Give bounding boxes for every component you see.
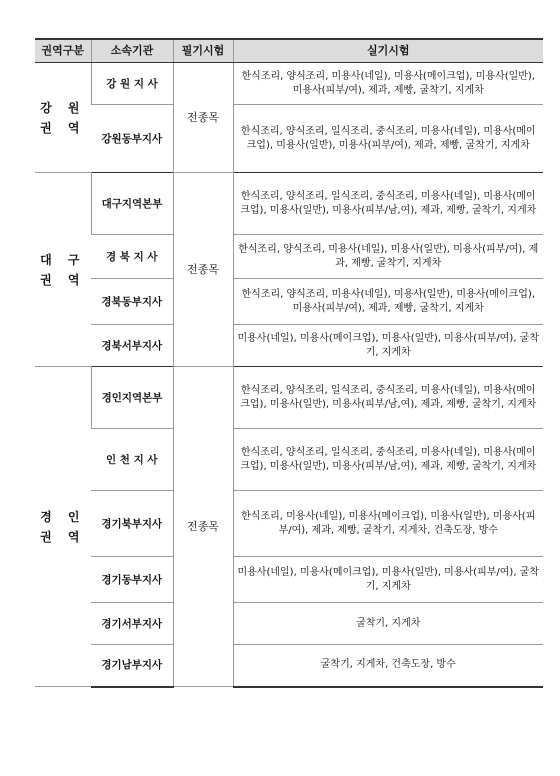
header-row <box>35 39 543 63</box>
org-cell: 경인지역본부 <box>91 367 173 429</box>
region-gangwon: 강 원 권 역 <box>35 63 91 173</box>
practical-cell: 한식조리, 양식조리, 미용사(네일), 미용사(일반), 미용사(피부/여), 제과, 제빵, 굴착기, 지게차 <box>233 235 543 279</box>
header-region: 권역구분 <box>35 39 91 63</box>
table-row <box>35 429 543 491</box>
region-daegu: 대 구 권 역 <box>35 173 91 367</box>
region-gyeongin: 경 인 권 역 <box>35 367 91 687</box>
table-row <box>35 173 543 235</box>
table-row <box>35 105 543 173</box>
org-cell: 경기북부지사 <box>91 491 173 557</box>
practical-cell: 굴착기, 지게차 <box>233 603 543 645</box>
exam-schedule-table <box>35 38 543 688</box>
org-cell: 대구지역본부 <box>91 173 173 235</box>
org-cell: 경북서부지사 <box>91 325 173 367</box>
practical-cell: 한식조리, 양식조리, 일식조리, 중식조리, 미용사(네일), 미용사(메이크업), 미용사(일반), 미용사(피부/남,여), 제과, 제빵, 굴착기, 지게차 <box>233 173 543 235</box>
org-cell: 경기서부지사 <box>91 603 173 645</box>
table-row <box>35 235 543 279</box>
practical-cell: 미용사(네일), 미용사(메이크업), 미용사(일반), 미용사(피부/여), 굴착기, 지게차 <box>233 325 543 367</box>
header-practical: 실기시험 <box>233 39 543 63</box>
practical-cell: 한식조리, 양식조리, 미용사(네일), 미용사(일반), 미용사(메이크업), 미용사(피부/여), 제과, 제빵, 굴착기, 지게차 <box>233 279 543 325</box>
table-row <box>35 557 543 603</box>
written-cell: 전종목 <box>173 63 233 173</box>
table-row <box>35 279 543 325</box>
practical-cell: 한식조리, 미용사(네일), 미용사(메이크업), 미용사(일반), 미용사(피부/여), 제과, 제빵, 굴착기, 지게차, 건축도장, 방수 <box>233 491 543 557</box>
table-row <box>35 367 543 429</box>
org-cell: 경북동부지사 <box>91 279 173 325</box>
practical-cell: 한식조리, 양식조리, 일식조리, 중식조리, 미용사(네일), 미용사(메이크업), 미용사(일반), 미용사(피부/남,여), 제과, 제빵, 굴착기, 지게차 <box>233 367 543 429</box>
practical-cell: 한식조리, 양식조리, 미용사(네일), 미용사(메이크업), 미용사(일반), 미용사(피부/여), 제과, 제빵, 굴착기, 지게차 <box>233 63 543 105</box>
table-row <box>35 603 543 645</box>
org-cell: 경기동부지사 <box>91 557 173 603</box>
table-row <box>35 645 543 687</box>
header-written: 필기시험 <box>173 39 233 63</box>
org-cell: 경 북 지 사 <box>91 235 173 279</box>
org-cell: 강원동부지사 <box>91 105 173 173</box>
org-cell: 인 천 지 사 <box>91 429 173 491</box>
org-cell: 강 원 지 사 <box>91 63 173 105</box>
practical-cell: 굴착기, 지게차, 건축도장, 방수 <box>233 645 543 687</box>
org-cell: 경기남부지사 <box>91 645 173 687</box>
table-row <box>35 325 543 367</box>
table-row <box>35 491 543 557</box>
written-cell: 전종목 <box>173 173 233 367</box>
practical-cell: 한식조리, 양식조리, 일식조리, 중식조리, 미용사(네일), 미용사(메이크업), 미용사(일반), 미용사(피부/여), 제과, 제빵, 굴착기, 지게차 <box>233 105 543 173</box>
practical-cell: 미용사(네일), 미용사(메이크업), 미용사(일반), 미용사(피부/여), 굴착기, 지게차 <box>233 557 543 603</box>
written-cell: 전종목 <box>173 367 233 687</box>
practical-cell: 한식조리, 양식조리, 일식조리, 중식조리, 미용사(네일), 미용사(메이크업), 미용사(일반), 미용사(피부/남,여), 제과, 제빵, 굴착기, 지게차 <box>233 429 543 491</box>
header-org: 소속기관 <box>91 39 173 63</box>
table-row <box>35 63 543 105</box>
